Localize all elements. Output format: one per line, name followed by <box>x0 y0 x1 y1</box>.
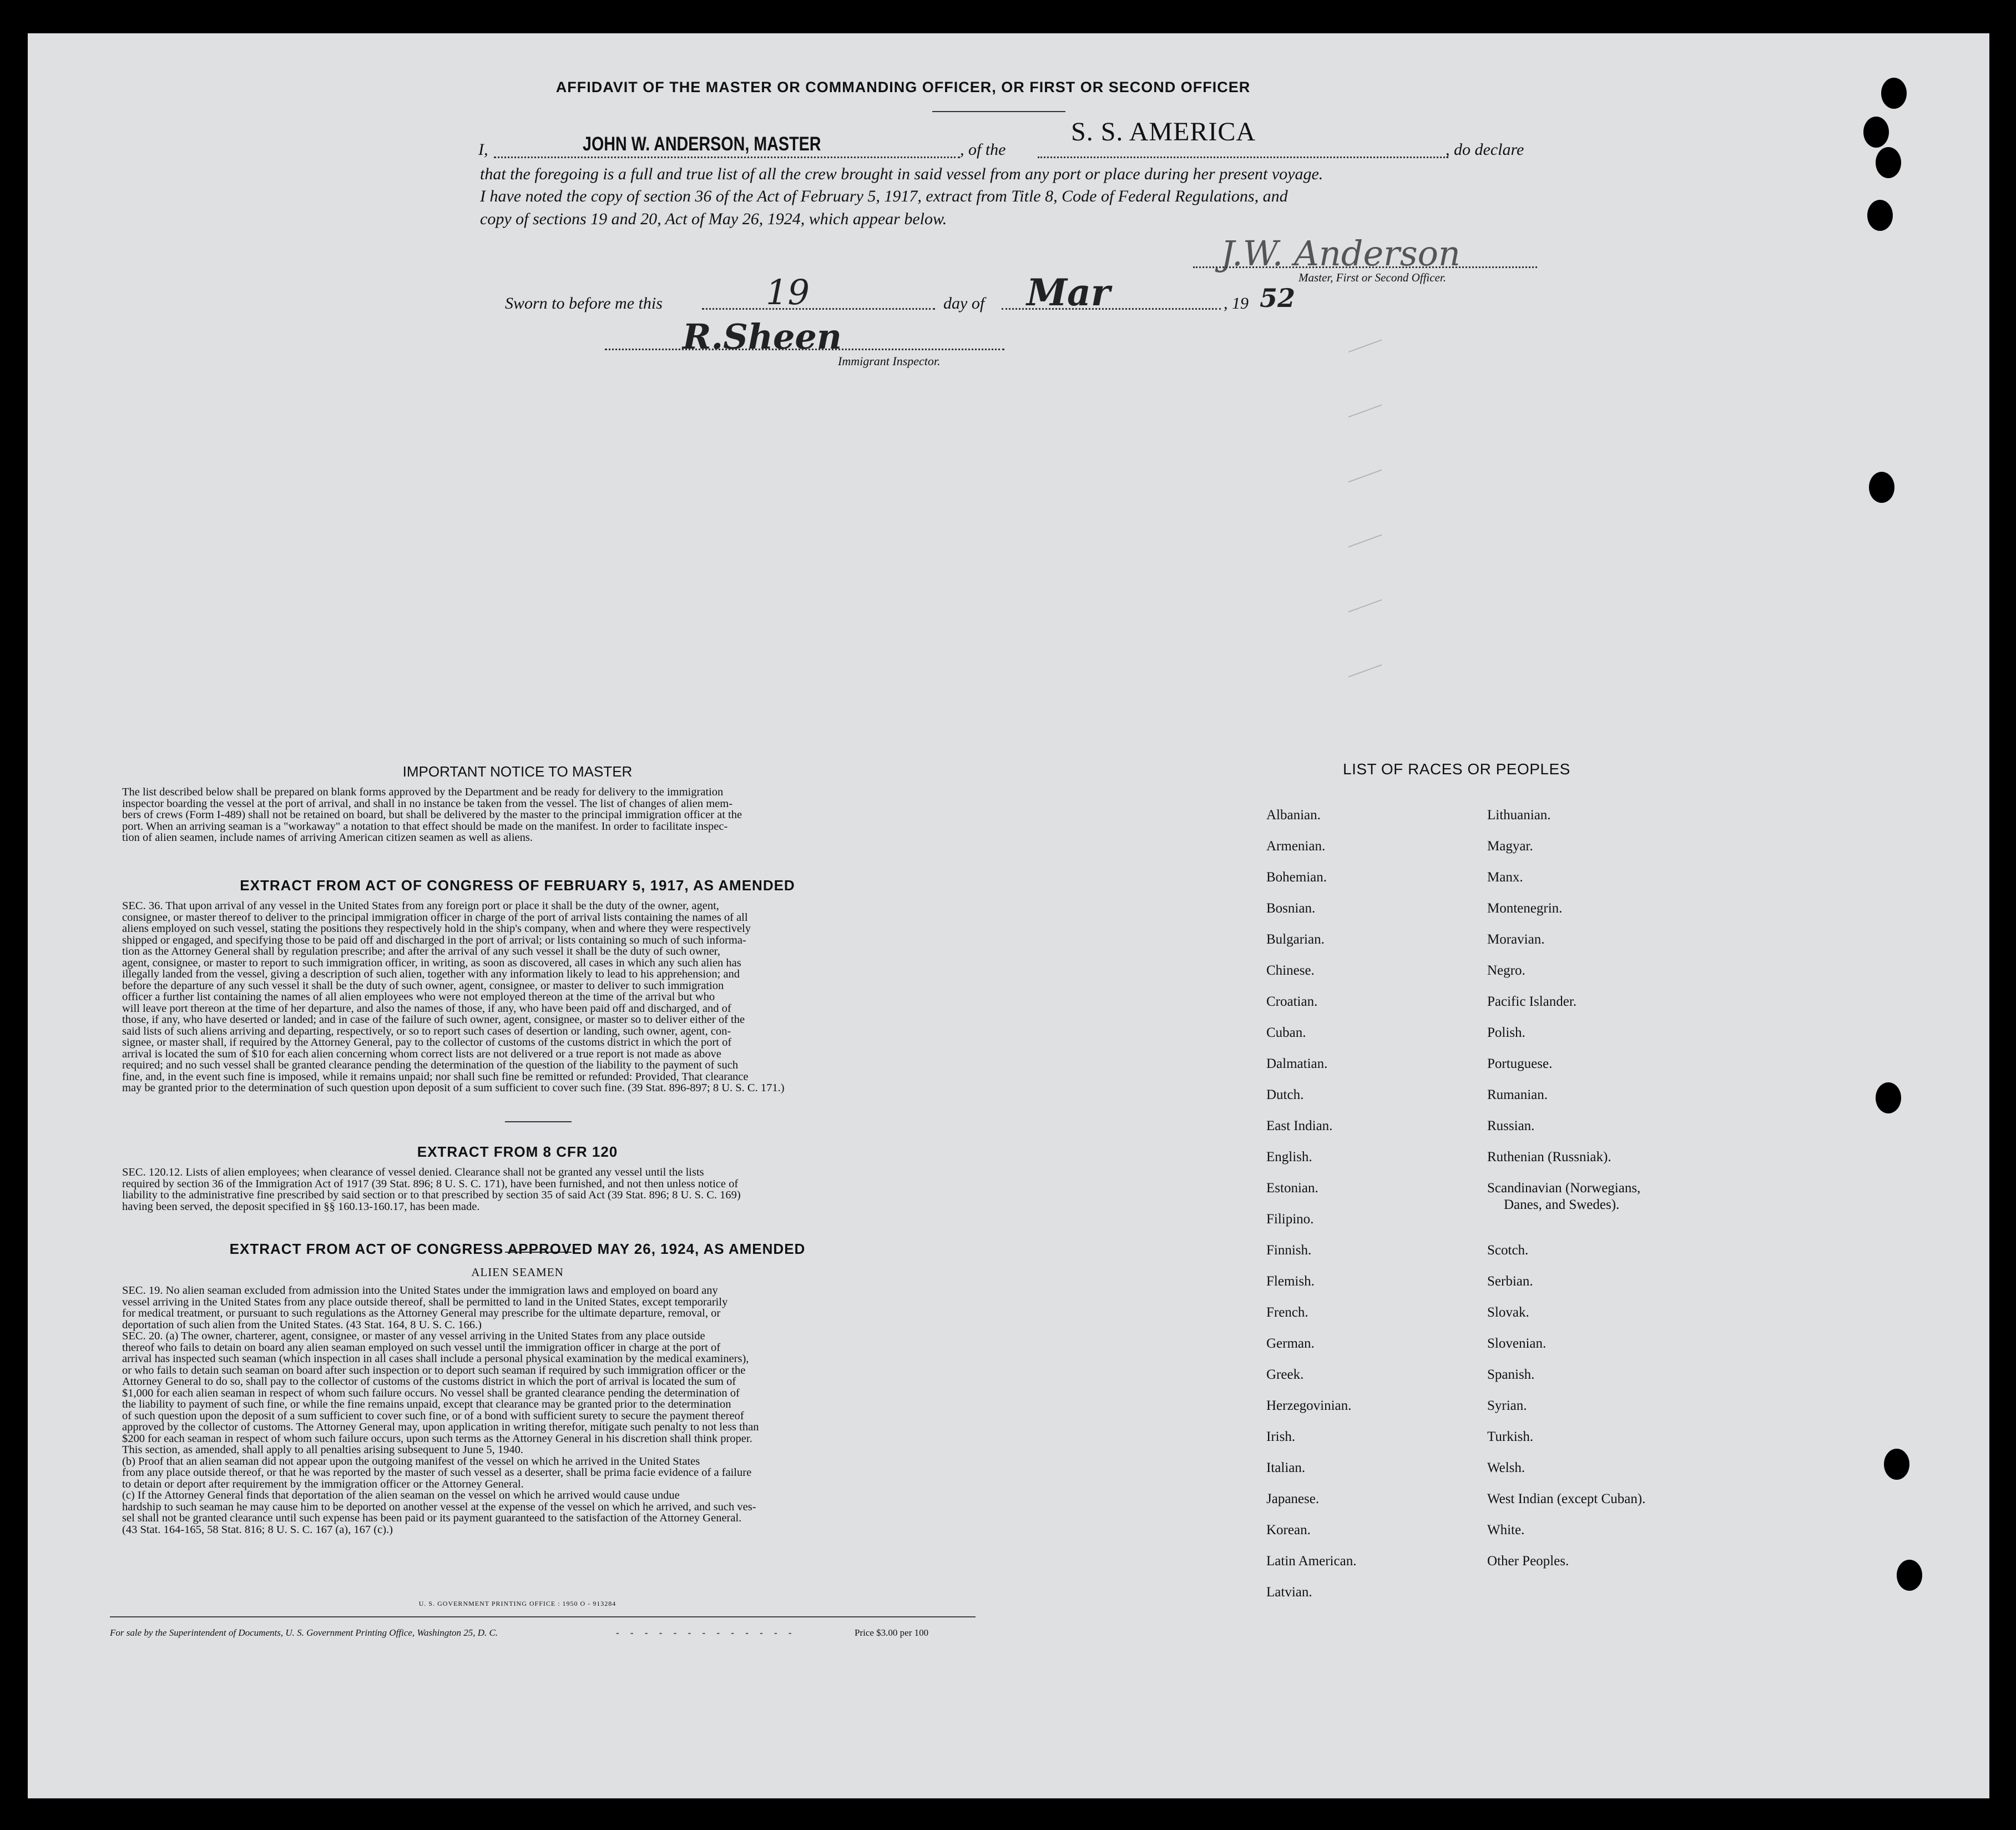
race-item: Other Peoples. <box>1487 1554 1569 1569</box>
dotted-line <box>494 157 960 158</box>
race-item: Syrian. <box>1487 1398 1527 1413</box>
sworn-text: Sworn to before me this <box>505 294 663 312</box>
body-line: (c) If the Attorney General finds that deportation of the alien seaman on the vessel on which he arrived would cause undue <box>122 1489 680 1501</box>
body-line: aliens employed on such vessel, stating the positions they respectively hold in the ship's company, when and where they were respectively <box>122 922 751 935</box>
divider <box>505 1121 572 1122</box>
body-line: agent, consignee, or master to report to such immigration officer, in writing, as soon as discovered, all cases in which any such alien has <box>122 956 741 969</box>
punch-hole <box>1897 1560 1922 1591</box>
body-line: arrival has inspected such seaman (which inspection in all cases shall include a personal physical examination by the medical examiners), <box>122 1353 749 1365</box>
body-line: signee, or master shall, if required by the Attorney General, pay to the collector of customs of the customs district in which the port of <box>122 1036 732 1048</box>
body-line: before the departure of any such vessel it shall be the duty of such owner, agent, consignee, or master to deliver to such immigration <box>122 979 724 992</box>
race-item: Turkish. <box>1487 1429 1534 1444</box>
body-line: sel shall not be granted clearance until such expense has been paid or its payment guaranteed to the satisfaction of the Attorney General. <box>122 1512 742 1524</box>
inspector-caption: Immigrant Inspector. <box>838 354 941 368</box>
race-item: Scandinavian (Norwegians, <box>1487 1181 1641 1196</box>
gpo-imprint: U. S. GOVERNMENT PRINTING OFFICE : 1950 O - 913284 <box>418 1600 617 1607</box>
sworn-month: Mar <box>1027 271 1110 314</box>
body-line: or who fails to detain such seaman on board after such inspection or to deport such seaman if required by such immigration officer or the <box>122 1364 746 1377</box>
declaration-line-2: I have noted the copy of section 36 of the Act of February 5, 1917, extract from Title 8, Code of Federal Regulations, and <box>480 187 1288 205</box>
footer-sale: For sale by the Superintendent of Documents, U. S. Government Printing Office, Washington 25, D. C. <box>110 1627 498 1638</box>
punch-hole <box>1884 1449 1909 1480</box>
body-line: required; and no such vessel shall be granted clearance pending the determination of the question of the liability to the payment of such <box>122 1059 739 1071</box>
sworn-day: 19 <box>766 272 810 312</box>
race-item: Cuban. <box>1266 1025 1306 1040</box>
extract-1924-title: EXTRACT FROM ACT OF CONGRESS APPROVED MAY 26, 1924, AS AMENDED <box>229 1241 806 1257</box>
body-line: arrival is located the sum of $10 for each alien concerning whom correct lists are not delivered or a true report is not made as above <box>122 1047 721 1060</box>
master-signature: J.W. Anderson <box>1221 233 1461 274</box>
declaration-prefix: I, <box>478 140 488 159</box>
body-line: consignee, or master thereof to deliver to the principal immigration officer in charge of the port of arrival lists containing the names of all <box>122 911 748 924</box>
extract-1917-title: EXTRACT FROM ACT OF CONGRESS OF FEBRUARY 5, 1917, AS AMENDED <box>240 877 795 894</box>
punch-hole <box>1867 200 1893 231</box>
race-item: Serbian. <box>1487 1274 1533 1289</box>
body-line: SEC. 19. No alien seaman excluded from admission into the United States under the immigration laws and employed on board any <box>122 1284 718 1297</box>
body-line: from any place outside thereof, or that he was reported by the master of such vessel as a deserter, shall be prima facie evidence of a failure <box>122 1466 752 1479</box>
race-item: Negro. <box>1487 963 1525 978</box>
race-item: Danes, and Swedes). <box>1504 1197 1620 1212</box>
body-line: those, if any, who have deserted or landed; and in case of the failure of such owner, agent, consignee, or master so to deliver either of the <box>122 1014 745 1026</box>
footer-rule <box>110 1616 976 1617</box>
body-line: (b) Proof that an alien seaman did not appear upon the outgoing manifest of the vessel on which he arrived in the United States <box>122 1455 700 1468</box>
notice-line: bers of crews (Form I-489) shall not be retained on board, but shall be delivered by the master to the principal immigration officer at the <box>122 809 742 821</box>
race-item: Manx. <box>1487 870 1523 885</box>
master-name: JOHN W. ANDERSON, MASTER <box>583 133 821 155</box>
race-item: Lithuanian. <box>1487 808 1551 823</box>
body-line: vessel arriving in the United States from any place outside thereof, shall be permitted to land in the United States, except temporarily <box>122 1295 728 1308</box>
race-item: Welsh. <box>1487 1460 1525 1475</box>
of-the-text: , of the <box>960 140 1006 159</box>
race-item: Russian. <box>1487 1118 1535 1133</box>
sworn-year: 52 <box>1260 283 1296 313</box>
document-page <box>28 33 1989 1798</box>
body-line: SEC. 36. That upon arrival of any vessel in the United States from any foreign port or place it shall be the duty of the owner, agent, <box>122 900 719 912</box>
race-item: Herzegovinian. <box>1266 1398 1352 1413</box>
body-line: the liability to payment of such fine, or while the fine remains unpaid, except that clearance may be granted prior to the determination <box>122 1398 731 1410</box>
body-line: for medical treatment, or pursuant to such regulations as the Attorney General may prescribe for the ultimate departure, removal, or <box>122 1307 721 1319</box>
race-item: Albanian. <box>1266 808 1321 823</box>
race-item: French. <box>1266 1305 1308 1320</box>
race-item: Moravian. <box>1487 932 1545 947</box>
race-item: Slovenian. <box>1487 1336 1547 1351</box>
body-line: required by section 36 of the Immigration Act of 1917 (39 Stat. 896; 8 U. S. C. 171), have been furnished, and not then unless notice of <box>122 1177 739 1190</box>
race-item: Chinese. <box>1266 963 1315 978</box>
race-item: Irish. <box>1266 1429 1296 1444</box>
body-line: having been served, the deposit specified in §§ 160.13-160.17, has been made. <box>122 1200 480 1213</box>
race-item: Ruthenian (Russniak). <box>1487 1150 1611 1164</box>
inspector-signature: R.Sheen <box>683 316 842 357</box>
body-line: may be granted prior to the determination of such question upon deposit of a sum sufficient to cover such fine. (39 Stat. 896-897; 8 U. S. C. 171.) <box>122 1082 785 1094</box>
race-item: Bulgarian. <box>1266 932 1325 947</box>
notice-body <box>122 787 949 844</box>
extract-1917-body <box>122 900 949 1094</box>
race-item: Latin American. <box>1266 1554 1357 1569</box>
faint-marks <box>1348 322 1382 677</box>
declaration-line-1: that the foregoing is a full and true list of all the crew brought in said vessel from any port or place during her present voyage. <box>480 165 1323 183</box>
body-line: $1,000 for each alien seaman in respect of whom such failure occurs. No vessel shall be granted clearance pending the determination of <box>122 1387 740 1399</box>
race-item: Filipino. <box>1266 1212 1314 1227</box>
race-item: Dalmatian. <box>1266 1056 1328 1071</box>
do-declare-text: , do declare <box>1446 140 1524 159</box>
body-line: (43 Stat. 164-165, 58 Stat. 816; 8 U. S. C. 167 (a), 167 (c).) <box>122 1523 393 1536</box>
body-line: to detain or deport after requirement by the immigration officer or the Attorney General. <box>122 1478 524 1490</box>
punch-hole <box>1876 1082 1901 1113</box>
dotted-line <box>605 349 1004 350</box>
race-item: Rumanian. <box>1487 1087 1548 1102</box>
footer-price: Price $3.00 per 100 <box>855 1627 929 1638</box>
punch-hole <box>1869 472 1894 503</box>
dotted-line <box>1038 157 1448 158</box>
race-item: Bosnian. <box>1266 901 1316 916</box>
dotted-line <box>1193 266 1537 268</box>
race-item: Finnish. <box>1266 1243 1312 1258</box>
body-line: thereof who fails to detain on board any alien seaman employed on such vessel until the immigration officer in charge at the port of <box>122 1341 721 1354</box>
race-item: Dutch. <box>1266 1087 1304 1102</box>
race-item: English. <box>1266 1150 1312 1164</box>
body-line: shipped or engaged, and specifying those to be paid off and discharged in the port of arrival; or lists containing so much of such informa- <box>122 934 746 946</box>
race-item: Korean. <box>1266 1523 1311 1537</box>
body-line: deportation of such alien from the United States. (43 Stat. 164, 8 U. S. C. 166.) <box>122 1318 482 1331</box>
race-item: East Indian. <box>1266 1118 1333 1133</box>
extract-1924-body <box>122 1285 949 1535</box>
race-item: Pacific Islander. <box>1487 994 1577 1009</box>
dotted-line <box>702 308 935 310</box>
body-line: SEC. 20. (a) The owner, charterer, agent, consignee, or master of any vessel arriving in the United States from any place outside <box>122 1330 705 1342</box>
punch-hole <box>1863 117 1889 148</box>
race-item: Polish. <box>1487 1025 1525 1040</box>
affidavit-title: AFFIDAVIT OF THE MASTER OR COMMANDING OFFICER, OR FIRST OR SECOND OFFICER <box>555 79 1251 95</box>
body-line: $200 for each seaman in respect of whom such failure occurs, upon such terms as the Attorney General in his discretion shall think proper. <box>122 1432 752 1445</box>
race-item: Armenian. <box>1266 839 1326 854</box>
punch-hole <box>1881 78 1907 109</box>
race-item: Flemish. <box>1266 1274 1315 1289</box>
year-prefix: , 19 <box>1224 294 1249 312</box>
body-line: fine, and, in the event such fine is imposed, while it remains unpaid; nor shall such fine be remitted or refunded: Provided, That clearance <box>122 1070 749 1083</box>
body-line: illegally landed from the vessel, giving a description of such alien, together with any information likely to lead to his apprehension; and <box>122 968 740 980</box>
body-line: officer a further list containing the names of all alien employees who were not employed thereon at the time of the arrival but who <box>122 991 715 1003</box>
day-of-text: day of <box>943 294 985 312</box>
race-item: Italian. <box>1266 1460 1306 1475</box>
body-line: This section, as amended, shall apply to all penalties arising subsequent to June 5, 1940. <box>122 1444 524 1456</box>
vessel-name: S. S. AMERICA <box>1071 117 1256 147</box>
master-caption: Master, First or Second Officer. <box>1298 271 1446 284</box>
race-item: Montenegrin. <box>1487 901 1563 916</box>
body-line: tion as the Attorney General shall by regulation prescribe; and after the arrival of any such vessel it shall be the duty of such owner, <box>122 945 720 957</box>
punch-hole <box>1876 147 1901 178</box>
footer-leader: - - - - - - - - - - - - - <box>616 1627 796 1638</box>
race-item: Estonian. <box>1266 1181 1318 1196</box>
race-item: Japanese. <box>1266 1491 1320 1506</box>
race-item: Croatian. <box>1266 994 1318 1009</box>
body-line: will leave port thereon at the time of her departure, and also the names of those, if any, who have been paid off and discharged, and of <box>122 1002 731 1015</box>
notice-line: inspector boarding the vessel at the port of arrival, and shall in no instance be taken from the vessel. The list of changes of alien mem- <box>122 797 733 810</box>
race-item: Slovak. <box>1487 1305 1529 1320</box>
body-line: liability to the administrative fine prescribed by said section or to that prescribed by section 35 of said Act (39 Stat. 896; 8 U. S. C. 169) <box>122 1189 741 1201</box>
race-item: Magyar. <box>1487 839 1533 854</box>
body-line: hardship to such seaman he may cause him to be deported on another vessel at the expense of the vessel on which he arrived, and such ves- <box>122 1500 756 1513</box>
body-line: of such question upon the deposit of a sum sufficient to cover such fine, or of a bond with sufficient surety to secure the payment thereof <box>122 1409 744 1422</box>
notice-line: port. When an arriving seaman is a "workaway" a notation to that effect should be made on the manifest. In order to facilitate inspec- <box>122 820 728 833</box>
race-item: West Indian (except Cuban). <box>1487 1491 1646 1506</box>
race-item: Greek. <box>1266 1367 1304 1382</box>
race-item: German. <box>1266 1336 1315 1351</box>
body-line: SEC. 120.12. Lists of alien employees; when clearance of vessel denied. Clearance shall not be granted any vessel until the lists <box>122 1166 704 1178</box>
extract-1924-subtitle: ALIEN SEAMEN <box>471 1266 564 1279</box>
notice-line: tion of alien seamen, include names of arriving American citizen seamen as well as aliens. <box>122 831 533 844</box>
divider <box>932 111 1065 112</box>
declaration-line-3: copy of sections 19 and 20, Act of May 26, 1924, which appear below. <box>480 210 947 228</box>
race-item: Scotch. <box>1487 1243 1529 1258</box>
extract-cfr-body <box>122 1167 949 1212</box>
race-item: White. <box>1487 1523 1525 1537</box>
body-line: Attorney General to do so, shall pay to the collector of customs of the customs district in which the port of arrival is located the sum of <box>122 1375 736 1388</box>
race-item: Latvian. <box>1266 1585 1312 1600</box>
race-item: Portuguese. <box>1487 1056 1553 1071</box>
race-item: Spanish. <box>1487 1367 1535 1382</box>
race-item: Bohemian. <box>1266 870 1327 885</box>
extract-cfr-title: EXTRACT FROM 8 CFR 120 <box>417 1143 618 1160</box>
races-title: LIST OF RACES OR PEOPLES <box>1343 760 1570 778</box>
body-line: approved by the collector of customs. The Attorney General may, upon application in writing therefor, mitigate such penalty to not less than <box>122 1421 759 1433</box>
notice-line: The list described below shall be prepared on blank forms approved by the Department and be ready for delivery to the immigration <box>122 786 724 798</box>
notice-title: IMPORTANT NOTICE TO MASTER <box>402 763 633 780</box>
body-line: said lists of such aliens arriving and departing, respectively, or so to report such cases of desertion or landing, such owner, agent, con- <box>122 1025 731 1037</box>
